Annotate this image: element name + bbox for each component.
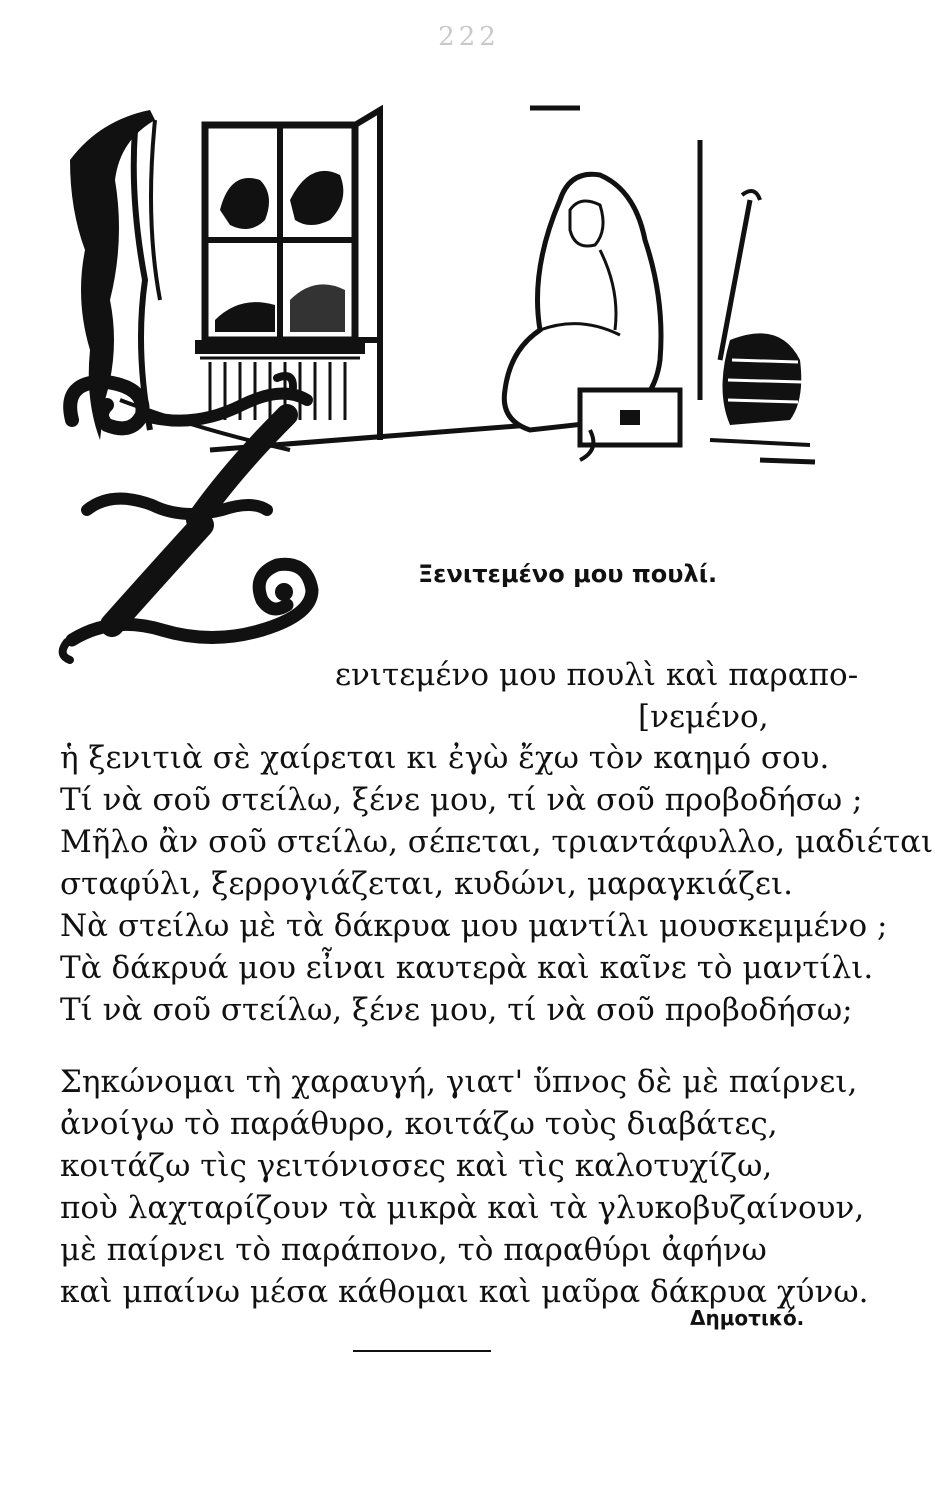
poem-line: ενιτεμένο μου πουλὶ καὶ παραπο-: [335, 657, 859, 693]
poem-line: Τί νὰ σοῦ στείλω, ξένε μου, τί νὰ σοῦ προβοδήσω;: [60, 992, 853, 1028]
page-number: 222: [438, 22, 500, 52]
poem-line: Νὰ στείλω μὲ τὰ δάκρυα μου μαντίλι μουσκεμμένο ;: [60, 908, 888, 944]
poem-line: Τί νὰ σοῦ στείλω, ξένε μου, τί νὰ σοῦ προβοδήσω ;: [60, 782, 863, 818]
poem-line: Τὰ δάκρυά μου εἶναι καυτερὰ καὶ καῖνε τὸ μαντίλι.: [60, 950, 874, 986]
poem-title: Ξενιτεμένο μου πουλί.: [418, 560, 718, 588]
poem-source: Δημοτικό.: [690, 1306, 805, 1330]
poem-line: μὲ παίρνει τὸ παράπονο, τὸ παραθύρι ἀφήνω: [60, 1232, 767, 1268]
poem-line: Μῆλο ἂν σοῦ στείλω, σέπεται, τριαντάφυλλο, μαδιέται: [60, 824, 934, 860]
poem-line: ἀνοίγω τὸ παράθυρο, κοιτάζω τοὺς διαβάτες,: [60, 1106, 778, 1142]
poem-line: ποὺ λαχταρίζουν τὰ μικρὰ καὶ τὰ γλυκοβυζαίνουν,: [60, 1190, 865, 1226]
poem-line: σταφύλι, ξερρογιάζεται, κυδώνι, μαραγκιάζει.: [60, 866, 793, 902]
end-rule-divider: [353, 1350, 491, 1352]
basket-illustration: [720, 191, 802, 425]
poem-line: [νεμένο,: [638, 699, 769, 735]
poem-line: κοιτάζω τὶς γειτόνισσες καὶ τὶς καλοτυχίζω,: [60, 1148, 773, 1184]
poem-line: ἡ ξενιτιὰ σὲ χαίρεται κι ἐγὼ ἔχω τὸν καημό σου.: [60, 740, 830, 776]
poem-line: Σηκώνομαι τὴ χαραυγή, γιατ' ὕπνος δὲ μὲ παίρνει,: [60, 1064, 858, 1100]
seated-woman-illustration: [504, 174, 680, 460]
poem-line: καὶ μπαίνω μέσα κάθομαι καὶ μαῦρα δάκρυα χύνω.: [60, 1274, 869, 1310]
drop-cap-ornament: [52, 360, 342, 680]
